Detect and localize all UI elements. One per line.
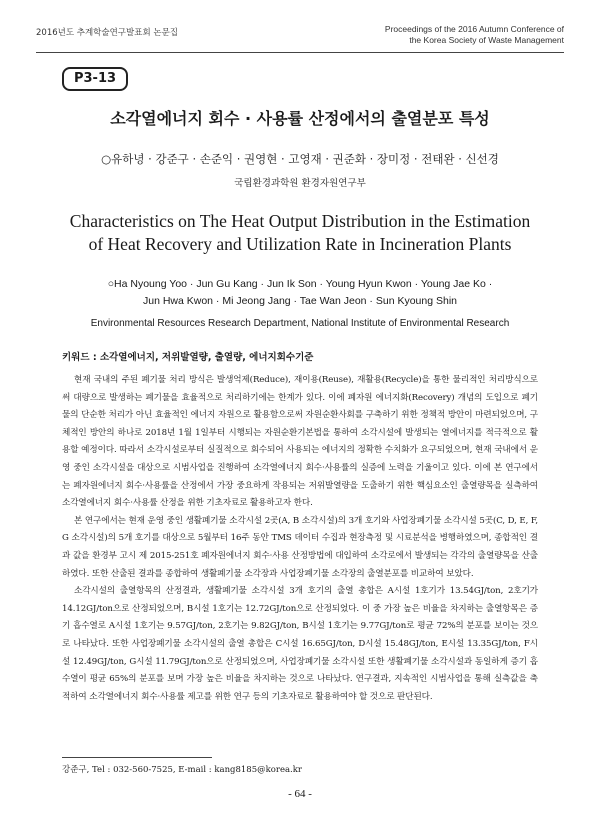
footnote-rule [62, 757, 212, 758]
authors-english-line2: Jun Hwa Kwon · Mi Jeong Jang · Tae Wan Jeon · Sun Kyoung Shin [142, 295, 457, 307]
keywords-values: 소각열에너지, 저위발열량, 출열량, 에너지회수기준 [99, 352, 314, 363]
title-korean: 소각열에너지 회수 · 사용률 산정에서의 출열분포 특성 [110, 109, 490, 128]
abstract-body [62, 372, 538, 706]
paragraph-1: 현재 국내의 주된 폐기물 처리 방식은 발생억제(Reduce), 재이용(Reuse), 재활용(Recycle)을 통한 물리적인 처리방식으로써 대량으로 발생하는 폐기물을 효율적으로 처리하기에는 한계가 있다. 이에 폐자원 에너지화(Recovery) 개념의 도입으로 폐기물의 단순한 처리가 아닌 효율적인 에너지 자원으로 활용함으로써 자원순환사회를 구축하기 위한 정책적 방안이 마련되었으며, 구체적인 방안의 하나로 2018년 1월 1일부터 시행되는 자원순환기본법을 통하여 소각시설에 발생되는 열에너지를 적극적으로 활용할 예정이다. 따라서 소각시설로부터 실질적으로 회수되어 사용되는 에너지의 정확한 수치화가 요구되었으며, 현재 국내에서 운영 중인 소각시설을 대상으로 시범사업을 진행하여 소각열에너지 회수·사용률의 실증에 노력을 기울이고 있다. 이에 본 연구에서는 폐자원에너지 회수·사용률을 산정에서 가장 중요하게 작용되는 저위발열량을 도출하기 위한 핵심요소인 출열량목을 실측하여 소각열에너지 회수·사용률 산정을 위한 기초자료로 활용하고자 한다. [62, 375, 538, 509]
header-rule [36, 52, 564, 53]
authors-korean: ○유하녕 · 강준구 · 손준익 · 권영현 · 고영재 · 권준화 · 장미정 · 전태완 · 신선경 [101, 152, 499, 166]
title-english-line1: Characteristics on The Heat Output Distribution in the Estimation [69, 211, 531, 231]
page-number: - 64 - [288, 788, 312, 800]
affiliation-english: Environmental Resources Research Department, National Institute of Environmental Research [90, 318, 510, 329]
authors-english [50, 276, 550, 310]
paragraph-2: 본 연구에서는 현재 운영 중인 생활폐기물 소각시설 2곳(A, B 소각시설)의 3개 호기와 사업장폐기물 소각시설 5곳(C, D, E, F, G 소각시설)의 5개 호기를 대상으로 5월부터 16주 동안 TMS 데이터 수집과 현장측정 및 시료분석을 병행하였으며, 종합적인 결과 값을 환경부 고시 제 2015-251호 폐자원에너지 회수·사용 산정방법에 대입하여 소각로에서 발생되는 각각의 출열량목을 산출하였다. 또한 산출된 결과를 종합하여 생활폐기물 소각장과 사업장폐기물 소각장의 출열분포를 비교하여 보았다. [62, 515, 538, 579]
header-right-line2: the Korea Society of Waste Management [409, 35, 564, 45]
affiliation-korean: 국립환경과학원 환경자원연구부 [234, 178, 366, 189]
title-english-line2: of Heat Recovery and Utilization Rate in Incineration Plants [88, 234, 512, 254]
authors-english-line1: ○Ha Nyoung Yoo · Jun Gu Kang · Jun Ik Son · Young Hyun Kwon · Young Jae Ko · [107, 278, 493, 290]
paper-code-badge: P3-13 [62, 67, 128, 91]
paragraph-3: 소각시설의 출열항목의 산정결과, 생활폐기물 소각시설 3개 호기의 출열 총합은 A시설 1호기가 13.54GJ/ton, 2호기가 14.12GJ/ton으로 산정되었으며, B시설 1호기는 12.72GJ/ton으로 산정되었다. 이 중 가장 높은 비율을 차지하는 출열항목은 증기 흡수열로 A시설 1호기는 9.57GJ/ton, 2호기는 9.82GJ/ton, B시설 1호기는 9.77GJ/ton로 평균 72%의 분포를 보이는 것으로 나타났다. 또한 사업장폐기물 소각시설의 출열 총합은 C시설 16.65GJ/ton, D시설 15.48GJ/ton, E시설 13.35GJ/ton, F시설 12.49GJ/ton, G시설 11.79GJ/ton으로 산정되었으며, 사업장폐기물 소각시설 또한 생활폐기물 소각시설과 동일하게 증기 흡수열이 평균 65%의 분포를 보며 가장 높은 비율을 차지하는 것으로 나타났다. 연구결과, 지속적인 시범사업을 통해 실측값을 축적하여 소각열에너지 회수·사용률 제고를 위한 연구 등의 기초자료로 활용하여야 할 것으로 판단된다. [62, 586, 538, 702]
keywords-label: 키워드 : [62, 352, 100, 363]
running-header-right [385, 24, 564, 46]
title-english [60, 210, 540, 256]
header-right-line1: Proceedings of the 2016 Autumn Conference of [384, 24, 564, 34]
footnote-contact: 강준구, Tel : 032-560-7525, E-mail : kang8185@korea.kr [62, 765, 302, 775]
keywords [62, 349, 313, 363]
running-header-left: 2016년도 추계학술연구발표회 논문집 [36, 28, 178, 38]
